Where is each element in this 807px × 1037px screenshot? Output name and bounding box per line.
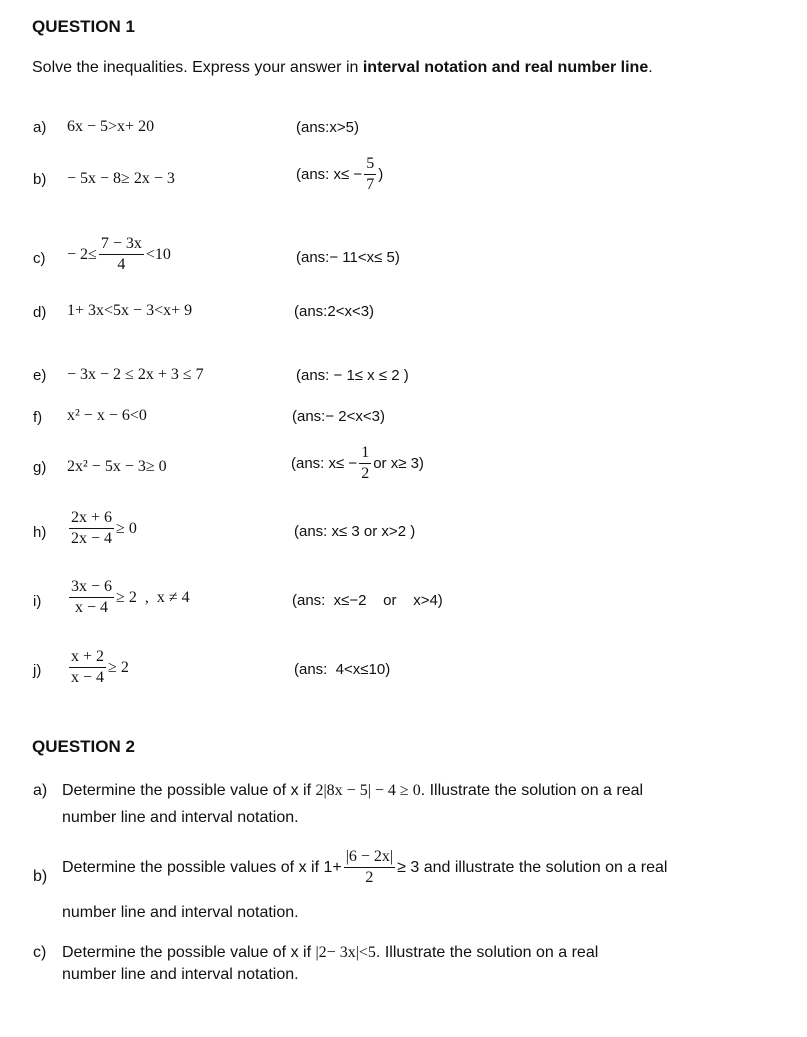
item-b-label: b) bbox=[33, 171, 47, 188]
fraction-numerator: x + 2 bbox=[69, 647, 106, 668]
item-h-expression bbox=[67, 508, 137, 549]
item-j-expression bbox=[67, 647, 129, 688]
fraction-numerator: 5 bbox=[364, 154, 376, 175]
item-h-answer: (ans: x≤ 3 or x>2 ) bbox=[294, 523, 416, 540]
fraction-numerator: 2x + 6 bbox=[69, 508, 114, 529]
item-j-answer: (ans: 4<x≤10) bbox=[294, 661, 391, 678]
item-h-fraction bbox=[69, 508, 114, 549]
q2-b-line2: number line and interval notation. bbox=[62, 904, 299, 921]
item-e-label: e) bbox=[33, 367, 47, 384]
item-f-label: f) bbox=[33, 409, 43, 426]
item-b-answer-suffix: ) bbox=[378, 166, 384, 183]
item-g-answer-prefix: (ans: x≤ − bbox=[291, 455, 358, 472]
item-b-answer-prefix: (ans: x≤ − bbox=[296, 166, 363, 183]
fraction-denominator: x − 4 bbox=[75, 599, 109, 616]
instructions-bold: interval notation and real number line bbox=[362, 59, 649, 76]
item-d-label: d) bbox=[33, 304, 47, 321]
expr-prefix: − 2≤ bbox=[67, 245, 97, 263]
expr-suffix: ≥ 0 bbox=[116, 519, 137, 537]
fraction-denominator: x − 4 bbox=[71, 669, 105, 686]
item-g-label: g) bbox=[33, 459, 47, 476]
item-i-answer: (ans: x≤−2 or x>4) bbox=[292, 592, 443, 609]
q2-c-math: |2− 3x|<5 bbox=[315, 944, 376, 961]
q2-b-label: b) bbox=[33, 868, 48, 885]
item-e-expression: − 3x − 2 ≤ 2x + 3 ≤ 7 bbox=[67, 366, 204, 383]
q2-b-text bbox=[62, 847, 667, 888]
item-i-label: i) bbox=[33, 593, 42, 610]
item-e-answer: (ans: − 1≤ x ≤ 2 ) bbox=[296, 367, 409, 384]
item-b-answer-fraction bbox=[364, 154, 376, 195]
q2-a-math: 2|8x − 5| − 4 ≥ 0 bbox=[315, 782, 421, 799]
q2-c-text bbox=[62, 944, 598, 962]
fraction-denominator: 7 bbox=[366, 176, 375, 193]
expr-suffix: ≥ 2 , x ≠ 4 bbox=[116, 588, 190, 606]
item-h-label: h) bbox=[33, 524, 47, 541]
fraction-numerator: |6 − 2x| bbox=[344, 847, 395, 868]
item-d-answer: (ans:2<x<3) bbox=[294, 303, 375, 320]
q2-b-prefix: Determine the possible values of x if 1+ bbox=[62, 858, 342, 876]
item-g-expression: 2x² − 5x − 3≥ 0 bbox=[67, 458, 167, 475]
q2-c-line2: number line and interval notation. bbox=[62, 966, 299, 983]
fraction-numerator: 7 − 3x bbox=[99, 234, 144, 255]
item-g-answer-suffix: or x≥ 3) bbox=[373, 455, 424, 472]
item-b-answer bbox=[296, 154, 383, 195]
fraction-denominator: 2 bbox=[365, 869, 374, 886]
item-g-answer bbox=[291, 443, 424, 484]
q2-b-suffix: ≥ 3 and illustrate the solution on a real bbox=[397, 858, 668, 876]
item-c-label: c) bbox=[33, 250, 46, 267]
question-1-instructions bbox=[32, 59, 653, 77]
fraction-denominator: 2x − 4 bbox=[71, 530, 113, 547]
instructions-text: Solve the inequalities. Express your answer in bbox=[32, 59, 363, 76]
question-1-title: QUESTION 1 bbox=[32, 17, 135, 36]
instructions-end: . bbox=[648, 59, 653, 76]
q2-a-text bbox=[62, 782, 643, 800]
q2-c-suffix: . Illustrate the solution on a real bbox=[375, 944, 599, 961]
fraction-denominator: 4 bbox=[117, 256, 126, 273]
item-d-expression: 1+ 3x<5x − 3<x+ 9 bbox=[67, 302, 193, 319]
q2-b-fraction bbox=[344, 847, 395, 888]
fraction-numerator: 1 bbox=[359, 443, 371, 464]
item-j-label: j) bbox=[33, 662, 42, 679]
item-g-answer-fraction bbox=[359, 443, 371, 484]
item-a-answer: (ans:x>5) bbox=[296, 119, 359, 136]
q2-a-line2: number line and interval notation. bbox=[62, 809, 299, 826]
expr-suffix: ≥ 2 bbox=[108, 658, 129, 676]
item-f-answer: (ans:− 2<x<3) bbox=[292, 408, 385, 425]
q2-c-prefix: Determine the possible value of x if bbox=[62, 944, 316, 961]
item-f-expression: x² − x − 6<0 bbox=[67, 407, 147, 424]
expr-suffix: <10 bbox=[145, 245, 171, 263]
item-i-expression bbox=[67, 577, 190, 618]
fraction-denominator: 2 bbox=[361, 465, 370, 482]
q2-a-prefix: Determine the possible value of x if bbox=[62, 782, 316, 799]
item-a-expression: 6x − 5>x+ 20 bbox=[67, 118, 155, 135]
item-a-label: a) bbox=[33, 119, 47, 136]
item-j-fraction bbox=[69, 647, 106, 688]
item-i-fraction bbox=[69, 577, 114, 618]
item-c-answer: (ans:− 11<x≤ 5) bbox=[296, 249, 400, 266]
question-2-title: QUESTION 2 bbox=[32, 737, 135, 756]
item-c-expression bbox=[67, 234, 171, 275]
item-c-fraction bbox=[99, 234, 144, 275]
q2-a-label: a) bbox=[33, 782, 48, 799]
item-b-expression: − 5x − 8≥ 2x − 3 bbox=[67, 170, 175, 187]
q2-c-label: c) bbox=[33, 944, 47, 961]
fraction-numerator: 3x − 6 bbox=[69, 577, 114, 598]
q2-a-suffix: . Illustrate the solution on a real bbox=[420, 782, 644, 799]
